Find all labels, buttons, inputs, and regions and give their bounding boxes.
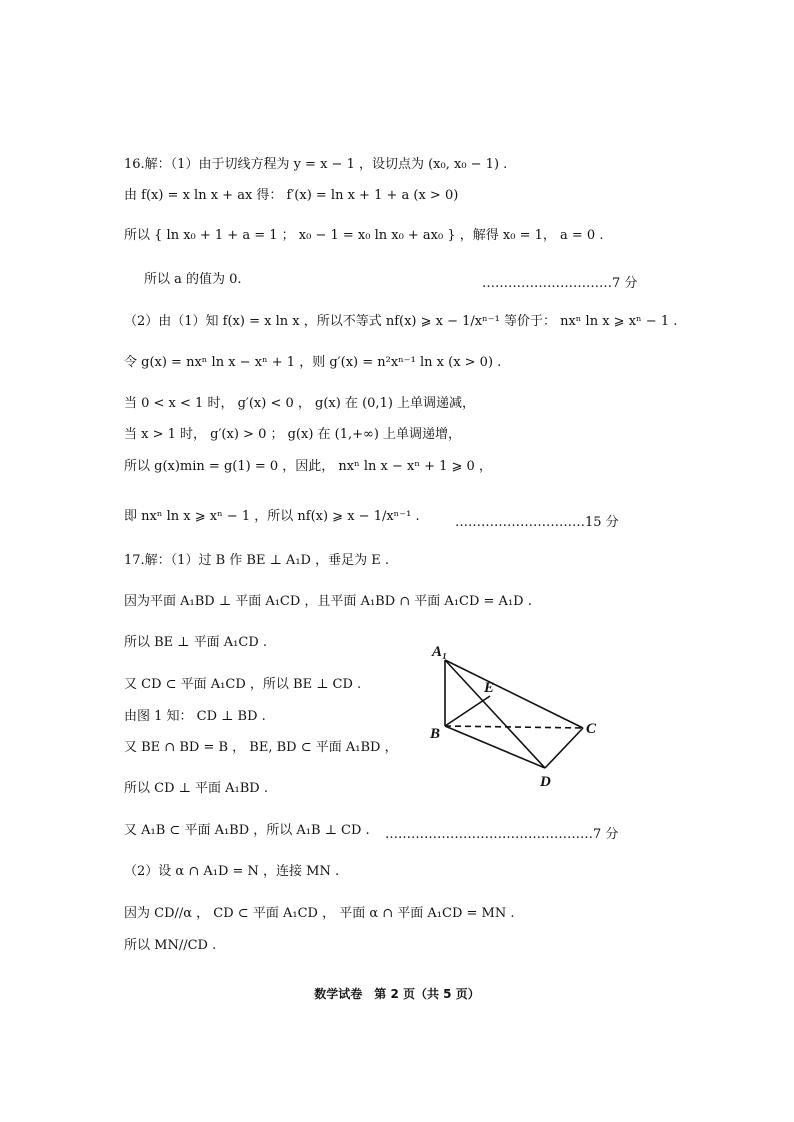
line-16-increasing: 当 x > 1 时， g′(x) > 0 ； g(x) 在 (1,+∞) 上单调递增， (124, 427, 462, 442)
line-16-minimum: 所以 g(x)min = g(1) = 0 ，因此， nxⁿ ln x − xⁿ + 1 ⩾ 0 ， (124, 459, 492, 474)
label-d: D (540, 774, 551, 788)
geometry-figure (420, 638, 610, 788)
label-e: E (484, 680, 495, 696)
score-17-1: …………………………………………7 分 (385, 827, 619, 842)
edge-a1-d (445, 660, 545, 768)
line-16-part2: （2）由（1）知 f(x) = x ln x ，所以不等式 nf(x) ⩾ x − 1/xⁿ⁻¹ 等价于： nxⁿ ln x ⩾ xⁿ − 1 . (124, 314, 678, 329)
line-17-mn-parallel: 所以 MN//CD . (124, 938, 217, 953)
score-16-2: …………………………15 分 (455, 515, 619, 530)
line-17-part2: （2）设 α ∩ A₁D = N ，连接 MN . (124, 864, 340, 879)
label-a1: A₁ (432, 644, 448, 660)
line-16-g-def: 令 g(x) = nxⁿ ln x − xⁿ + 1 ，则 g′(x) = n²xⁿ⁻¹ ln x (x > 0) . (124, 355, 502, 370)
line-17-a1b-perp: 又 A₁B ⊂ 平面 A₁BD ，所以 A₁B ⊥ CD . (124, 823, 370, 838)
line-17-planes: 因为平面 A₁BD ⊥ 平面 A₁CD ，且平面 A₁BD ∩ 平面 A₁CD = A₁D . (124, 594, 532, 609)
line-16-conclusion: 即 nxⁿ ln x ⩾ xⁿ − 1 ，所以 nf(x) ⩾ x − 1/xⁿ⁻¹ . (124, 509, 420, 524)
edge-a1-c (445, 660, 583, 728)
line-16-system: 所以 { ln x₀ + 1 + a = 1 ； x₀ − 1 = x₀ ln x₀ + ax₀ } ，解得 x₀ = 1， a = 0 . (124, 228, 604, 243)
edge-c-d (545, 728, 583, 768)
line-17-intersection: 又 BE ∩ BD = B ， BE, BD ⊂ 平面 A₁BD ， (124, 740, 398, 755)
line-17-figure1: 由图 1 知： CD ⊥ BD . (124, 709, 266, 724)
line-16-decreasing: 当 0 < x < 1 时， g′(x) < 0 ， g(x) 在 (0,1) 上单调递减， (124, 396, 476, 411)
edge-b-e (445, 696, 490, 726)
page-footer: 数学试卷 第 2 页（共 5 页） (314, 987, 480, 1001)
line-17-cd-subset: 又 CD ⊂ 平面 A₁CD ，所以 BE ⊥ CD . (124, 677, 362, 692)
edge-b-c-hidden (445, 726, 583, 728)
line-16-derivative: 由 f(x) = x ln x + ax 得： f′(x) = ln x + 1 + a (x > 0) (124, 188, 459, 203)
line-16-intro: 16.解：（1）由于切线方程为 y = x − 1 ，设切点为 (x₀, x₀ − 1) . (124, 157, 508, 172)
label-b: B (430, 726, 441, 742)
score-16-1: …………………………7 分 (482, 276, 638, 291)
line-17-intro: 17.解：（1）过 B 作 BE ⊥ A₁D ，垂足为 E . (124, 553, 389, 568)
line-17-be-perp: 所以 BE ⊥ 平面 A₁CD . (124, 635, 268, 650)
line-16-a-value: 所以 a 的值为 0. (144, 272, 242, 287)
line-17-cd-perp: 所以 CD ⊥ 平面 A₁BD . (124, 781, 268, 796)
line-17-parallel: 因为 CD//α ， CD ⊂ 平面 A₁CD ， 平面 α ∩ 平面 A₁CD = MN . (124, 906, 515, 921)
edge-b-d (445, 726, 545, 768)
label-c: C (586, 721, 597, 737)
